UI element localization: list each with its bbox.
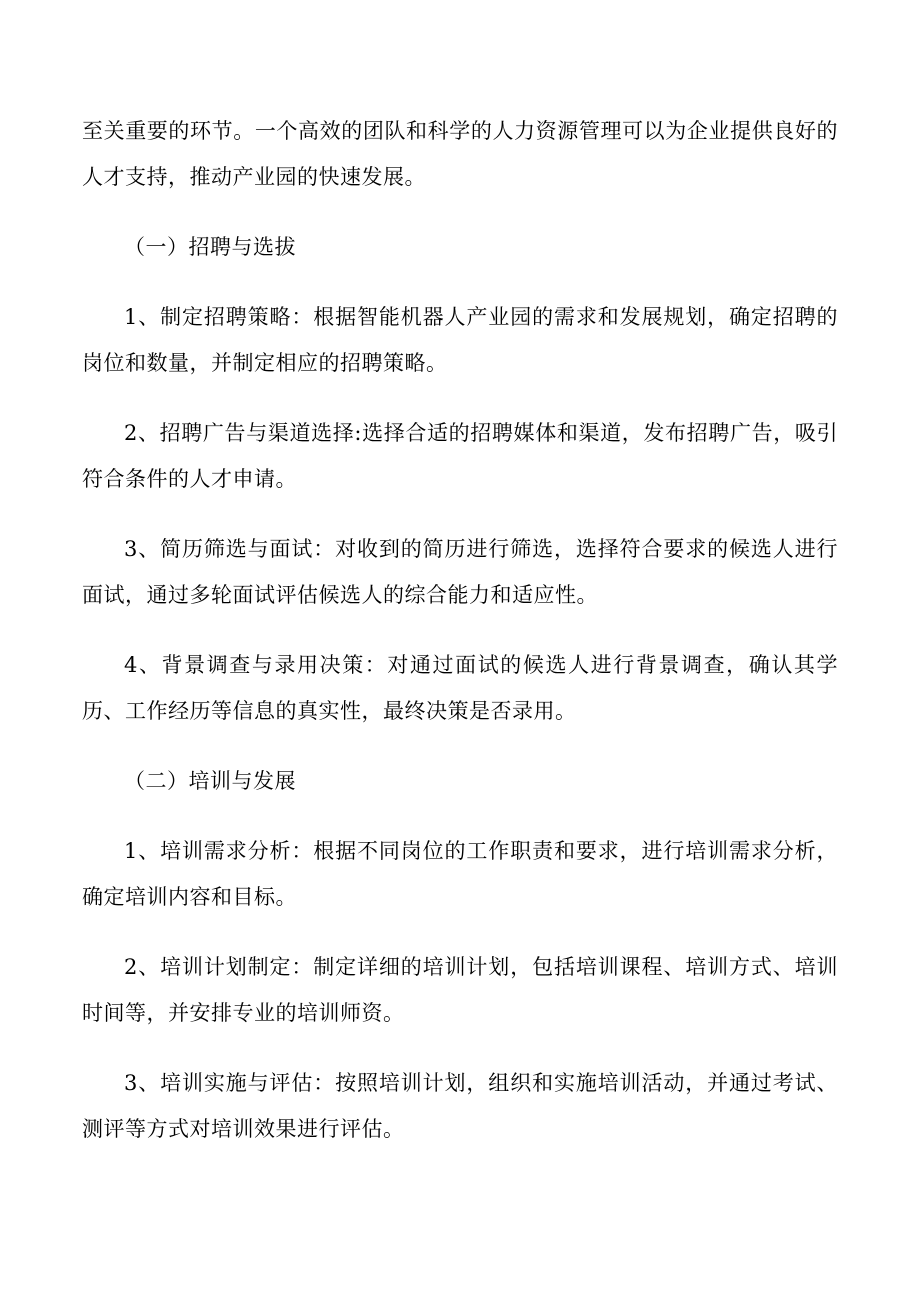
paragraph-intro-continued: 至关重要的环节。一个高效的团队和科学的人力资源管理可以为企业提供良好的人才支持，推动产业园的快速发展。 [82, 119, 838, 189]
paragraph-background-check: 4、背景调查与录用决策：对通过面试的候选人进行背景调查，确认其学历、工作经历等信息的真实性，最终决策是否录用。 [82, 653, 838, 723]
paragraph-resume-screening: 3、简历筛选与面试：对收到的简历进行筛选，选择符合要求的候选人进行面试，通过多轮面试评估候选人的综合能力和适应性。 [82, 537, 838, 607]
paragraph-recruitment-channels: 2、招聘广告与渠道选择:选择合适的招聘媒体和渠道，发布招聘广告，吸引符合条件的人才申请。 [82, 421, 838, 491]
document-page [82, 108, 838, 1176]
paragraph-training-plan: 2、培训计划制定：制定详细的培训计划，包括培训课程、培训方式、培训时间等，并安排专业的培训师资。 [82, 955, 838, 1025]
paragraph-training-evaluation: 3、培训实施与评估：按照培训计划，组织和实施培训活动，并通过考试、测评等方式对培训效果进行评估。 [82, 1071, 838, 1141]
section-heading-recruitment: （一）招聘与选拔 [124, 235, 296, 259]
paragraph-training-needs: 1、培训需求分析：根据不同岗位的工作职责和要求，进行培训需求分析，确定培训内容和目标。 [82, 839, 838, 909]
section-heading-training: （二）培训与发展 [124, 769, 296, 793]
paragraph-recruitment-strategy: 1、制定招聘策略：根据智能机器人产业园的需求和发展规划，确定招聘的岗位和数量，并制定相应的招聘策略。 [82, 305, 838, 375]
